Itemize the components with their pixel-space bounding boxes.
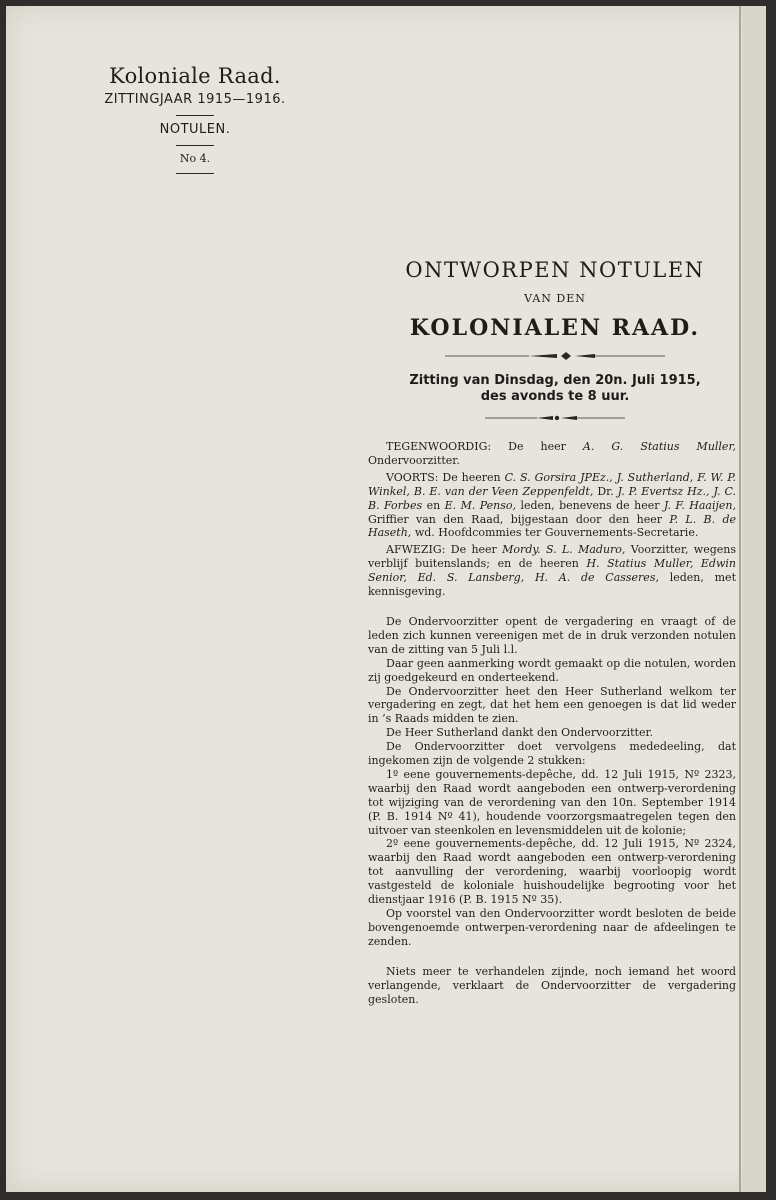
council-name: KOLONIALEN RAAD. [409, 315, 701, 341]
session-year: ZITTINGJAAR 1915—1916. [104, 92, 286, 107]
attendance-also: VOORTS: De heeren C. S. Gorsira JPEz., J. Sutherland, F. W. P. Winkel, B. E. van der Veen Zeppenfeldt, Dr. J. P. Evertsz Hz., J. C. B. Forbes en E. M. Penso, leden, benevens de heer J. F. Haaijen, Griffier van den Raad, bijgestaan door den heer P. L. B. de Haseth, wd. Hoofdcommies ter Gouvernements-Secretarie. [368, 470, 737, 540]
council-title: Koloniale Raad. [109, 64, 281, 88]
closing-paragraph: Niets meer te verhandelen zijnde, noch iemand het woord verlangende, verklaart de Ondervoorzitter de vergadering gesloten. [368, 964, 736, 1006]
header-block [80, 64, 310, 174]
session-time: des avonds te 8 uur. [480, 389, 630, 404]
ornament-divider-icon [445, 349, 665, 363]
minutes-body [368, 440, 736, 1006]
paragraph: De Ondervoorzitter doet vervolgens mededeeling, dat ingekomen zijn de volgende 2 stukken: [368, 740, 736, 768]
list-item: 1º eene gouvernements-depêche, dd. 12 Juli 1915, Nº 2323, waarbij den Raad wordt aangeboden een ontwerp-verordening tot wijziging van de verordening van den 10n. September 1914 (P. B. 1914 Nº 41), houdende voorzorgsmaatregelen tegen den uitvoer van steenkolen en levensmiddelen uit de kolonie; [368, 767, 736, 837]
divider-rule [176, 145, 214, 146]
list-item: 2º eene gouvernements-depêche, dd. 12 Juli 1915, Nº 2324, waarbij den Raad wordt aangeboden een ontwerp-verordening tot aanvulling der verordening, waarbij voorloopig wordt vastgesteld de koloniale huishoudelijke begrooting voor het dienstjaar 1916 (P. B. 1915 Nº 35). [368, 837, 736, 907]
issue-number: No 4. [179, 152, 211, 165]
main-heading [390, 258, 720, 423]
attendance-absent: AFWEZIG: De heer Mordy. S. L. Maduro, Voorzitter, wegens verblijf buitenslands; en de heeren H. Statius Muller, Edwin Senior, Ed. S. Lansberg, H. A. de Casseres, leden, met kennisgeving. [368, 543, 737, 599]
paragraph: Daar geen aanmerking wordt gemaakt op die notulen, worden zij goedgekeurd en onderteekend. [368, 656, 736, 684]
paragraph: De Ondervoorzitter opent de vergadering en vraagt of de leden zich kunnen vereenigen met de in druk verzonden notulen van de zitting van 5 Juli l.l. [368, 614, 736, 656]
page-edge [739, 6, 741, 1192]
divider-rule [176, 115, 214, 116]
page-margin-strip [742, 6, 766, 1192]
paragraph: De Ondervoorzitter heet den Heer Sutherland welkom ter vergadering en zegt, dat het hem een genoegen is dat lid weder in ’s Raads midden te zien. [368, 684, 736, 726]
document-title: ONTWORPEN NOTULEN [405, 258, 705, 282]
session-date: Zitting van Dinsdag, den 20n. Juli 1915, [409, 373, 701, 388]
section-label: NOTULEN. [159, 122, 231, 137]
divider-rule [176, 173, 214, 174]
title-connector: VAN DEN [524, 292, 586, 305]
paragraph: De Heer Sutherland dankt den Ondervoorzitter. [386, 726, 654, 740]
attendance-present: TEGENWOORDIG: De heer A. G. Statius Muller, Ondervoorzitter. [368, 440, 736, 467]
paragraph: Op voorstel van den Ondervoorzitter wordt besloten de beide bovengenoemde ontwerpen-verordening naar de afdeelingen te zenden. [368, 907, 736, 948]
ornament-small-icon [485, 413, 625, 423]
